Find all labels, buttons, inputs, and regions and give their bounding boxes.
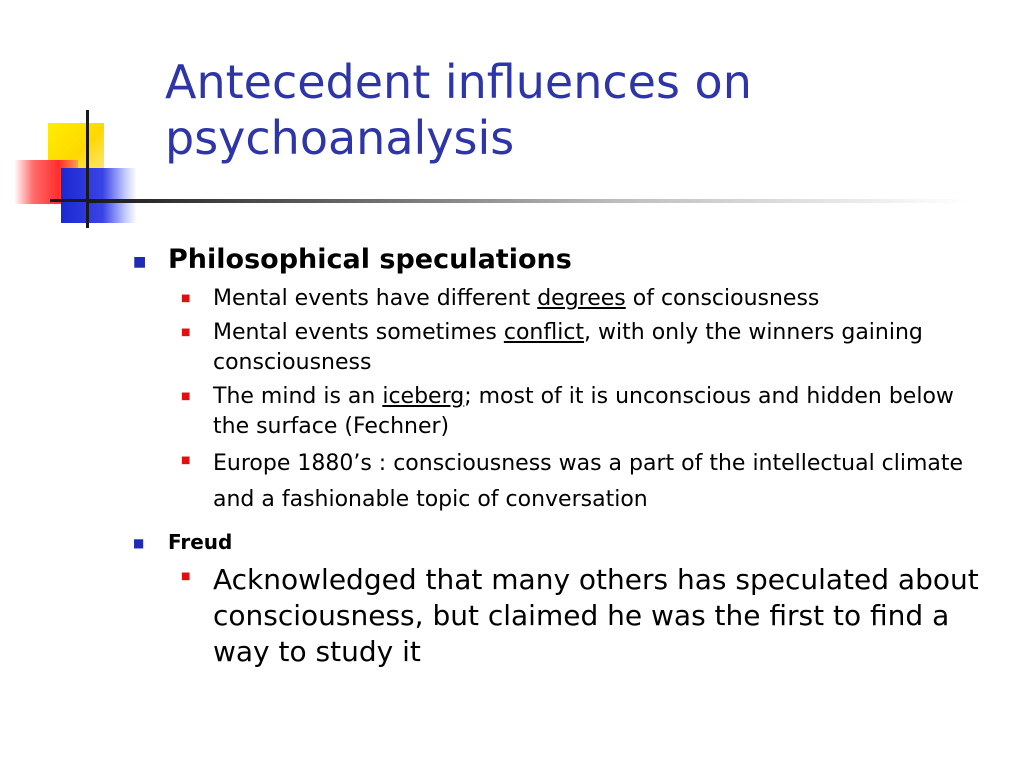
blue-square <box>61 168 137 223</box>
sub-bullet-europe-1880s <box>130 446 990 518</box>
square-bullet-icon: ■ <box>133 254 147 270</box>
square-bullet-icon: ■ <box>181 293 191 304</box>
sub-bullet-iceberg <box>130 382 990 442</box>
square-bullet-icon: ■ <box>181 455 191 466</box>
bullet-freud <box>130 528 990 556</box>
underlined-term: iceberg <box>382 384 465 409</box>
sub-bullet-list <box>130 562 990 670</box>
square-bullet-icon: ■ <box>181 571 191 582</box>
square-bullet-icon: ■ <box>133 536 145 550</box>
slide-logo-graphic <box>0 0 160 240</box>
vertical-bar <box>86 110 89 228</box>
bullet-text: Europe 1880’s : consciousness was a part of the intellectual climate and a fashionable topic of conversation <box>213 451 964 512</box>
underlined-term: conflict <box>503 320 585 345</box>
underlined-term: degrees <box>537 286 626 311</box>
bullet-text-post: of consciousness <box>625 286 820 311</box>
bullet-text-pre: Mental events have different <box>213 286 538 311</box>
bullet-text-pre: The mind is an <box>213 384 383 409</box>
bullet-heading: Freud <box>168 530 233 554</box>
bullet-text-post: ; most of it is unconscious and hidden below the surface (Fechner) <box>213 384 954 439</box>
slide-title: Antecedent influences on psychoanalysis <box>165 55 752 165</box>
sub-bullet-conflict <box>130 318 990 378</box>
slide-body <box>130 240 990 670</box>
bullet-text: Acknowledged that many others has speculated about consciousness, but claimed he was the first to find a way to study it <box>213 563 979 668</box>
bullet-philosophical-speculations <box>130 240 990 280</box>
sub-bullet-degrees <box>130 284 990 314</box>
bullet-text-post: , with only the winners gaining consciousness <box>213 320 923 375</box>
title-underline-rule <box>88 199 968 203</box>
bullet-text-pre: Mental events sometimes <box>213 320 504 345</box>
bullet-heading: Philosophical speculations <box>168 244 572 275</box>
sub-bullet-list <box>130 284 990 518</box>
square-bullet-icon: ■ <box>181 391 191 402</box>
sub-bullet-acknowledged <box>130 562 990 670</box>
square-bullet-icon: ■ <box>181 327 191 338</box>
